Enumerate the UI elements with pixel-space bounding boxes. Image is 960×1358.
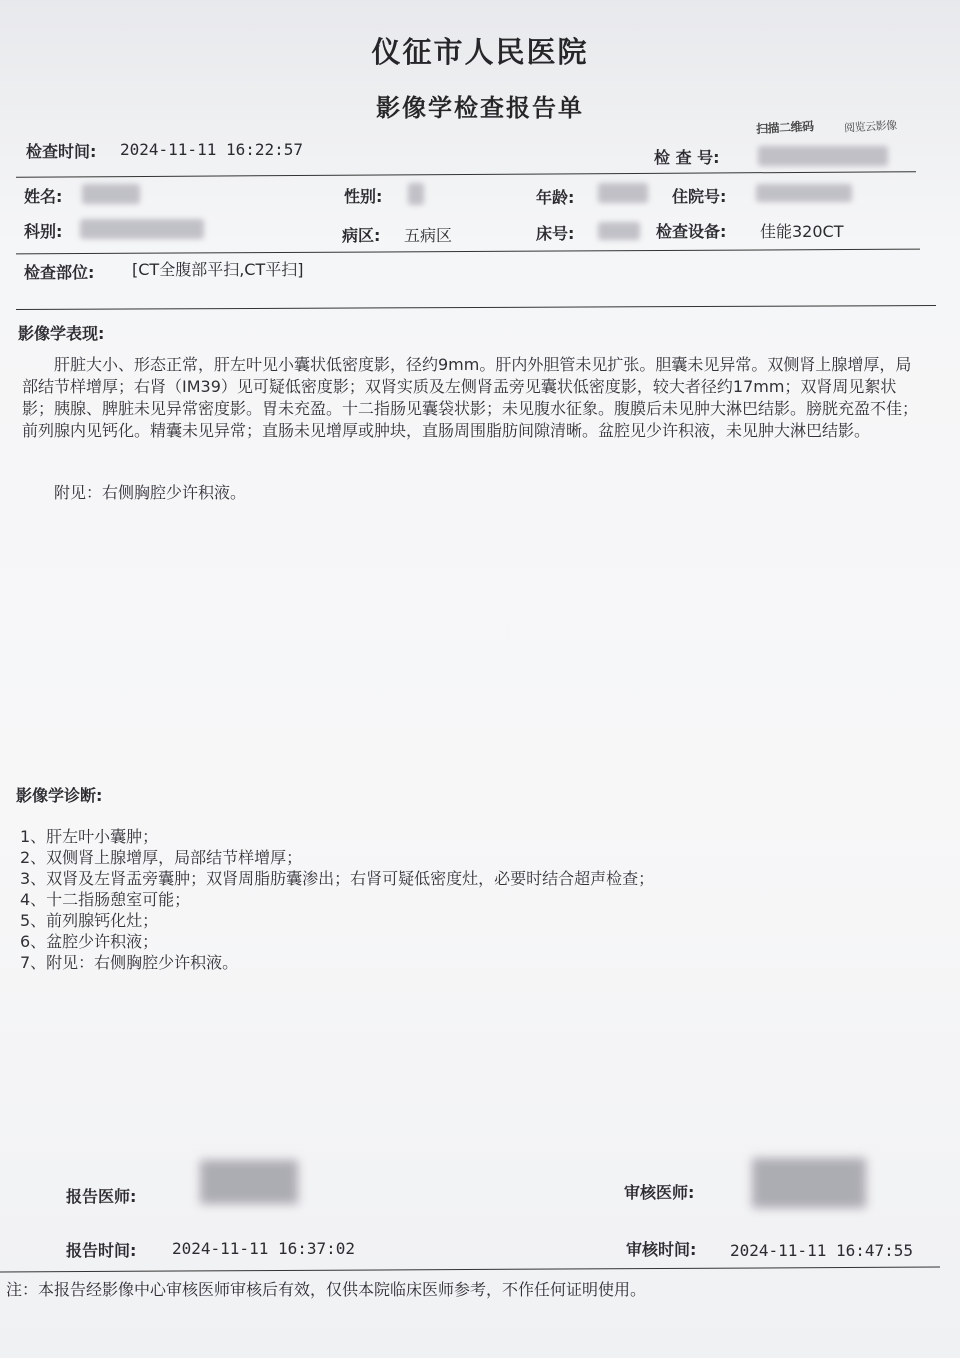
inpatient-no-label: 住院号: xyxy=(672,187,727,206)
gender-redacted xyxy=(408,183,424,205)
diagnosis-item: 4、十二指肠憩室可能； xyxy=(20,890,191,909)
stamp-text-1: 扫描二维码 xyxy=(755,119,814,137)
diagnosis-item: 7、附见：右侧胸腔少许积液。 xyxy=(20,953,239,972)
device-value: 佳能320CT xyxy=(760,222,844,241)
bed-label: 床号: xyxy=(536,224,575,243)
name-redacted xyxy=(82,184,140,204)
findings-paragraph: 肝脏大小、形态正常，肝左叶见小囊状低密度影，径约9mm。肝内外胆管未见扩张。胆囊未见异常。双侧肾上腺增厚，局部结节样增厚；右肾（IM39）见可疑低密度影；双肾实质及左侧肾盂旁见囊状低密度影，较大者径约17mm；双肾周见絮状影；胰腺、脾脏未见异常密度影。胃未充盈。十二指肠见囊袋状影；未见腹水征象。腹膜后未见肿大淋巴结影。膀胱充盈不佳；前列腺内见钙化。精囊未见异常；直肠未见增厚或肿块，直肠周围脂肪间隙清晰。盆腔见少许积液，未见肿大淋巴结影。 xyxy=(22,355,919,440)
review-time-label: 审核时间: xyxy=(626,1240,697,1259)
dept-label: 科别: xyxy=(24,222,63,241)
bed-redacted xyxy=(598,222,640,240)
divider-bottom xyxy=(0,1267,940,1273)
divider-mid xyxy=(16,249,920,255)
device-label: 检查设备: xyxy=(656,222,727,241)
divider-top xyxy=(16,171,916,177)
gender-label: 性别: xyxy=(344,187,383,206)
exam-time-value: 2024-11-11 16:22:57 xyxy=(120,140,304,159)
exam-part-value: [CT全腹部平扫,CT平扫] xyxy=(132,260,304,279)
exam-part-label: 检查部位: xyxy=(24,263,95,282)
review-doctor-label: 审核医师: xyxy=(624,1183,695,1202)
diagnosis-heading: 影像学诊断: xyxy=(16,786,103,805)
name-label: 姓名: xyxy=(24,187,63,206)
diagnosis-item: 2、双侧肾上腺增厚，局部结节样增厚； xyxy=(20,848,303,867)
report-time-label: 报告时间: xyxy=(66,1241,137,1260)
findings-heading: 影像学表现: xyxy=(18,324,105,343)
exam-time-label: 检查时间: xyxy=(26,142,97,161)
diagnosis-item: 5、前列腺钙化灶； xyxy=(20,911,159,930)
inpatient-no-redacted xyxy=(756,184,852,202)
report-time-value: 2024-11-11 16:37:02 xyxy=(172,1239,356,1258)
diagnosis-item: 3、双肾及左肾盂旁囊肿；双肾周脂肪囊渗出；右肾可疑低密度灶，必要时结合超声检查； xyxy=(20,869,655,888)
diagnosis-list xyxy=(20,826,654,973)
ward-value: 五病区 xyxy=(404,226,453,245)
ward-label: 病区: xyxy=(342,226,381,245)
footer-note: 注：本报告经影像中心审核医师审核后有效，仅供本院临床医师参考，不作任何证明使用。 xyxy=(6,1280,647,1299)
age-label: 年龄: xyxy=(536,188,575,207)
dept-redacted xyxy=(80,219,204,239)
diagnosis-item: 1、肝左叶小囊肿； xyxy=(20,827,159,846)
age-redacted xyxy=(598,183,648,203)
findings-appendix: 附见：右侧胸腔少许积液。 xyxy=(54,483,247,502)
exam-no-label: 检 查 号: xyxy=(654,148,720,167)
diagnosis-item: 6、盆腔少许积液； xyxy=(20,932,159,951)
exam-no-redacted xyxy=(758,146,888,166)
report-title: 影像学检查报告单 xyxy=(376,93,584,122)
stamp-text-2: 阅览云影像 xyxy=(843,118,897,135)
report-doctor-label: 报告医师: xyxy=(66,1187,137,1206)
divider-findings xyxy=(16,305,936,310)
review-time-value: 2024-11-11 16:47:55 xyxy=(730,1241,914,1260)
review-doctor-signature xyxy=(752,1158,866,1208)
report-doctor-signature xyxy=(200,1160,298,1204)
hospital-name: 仪征市人民医院 xyxy=(371,35,589,69)
